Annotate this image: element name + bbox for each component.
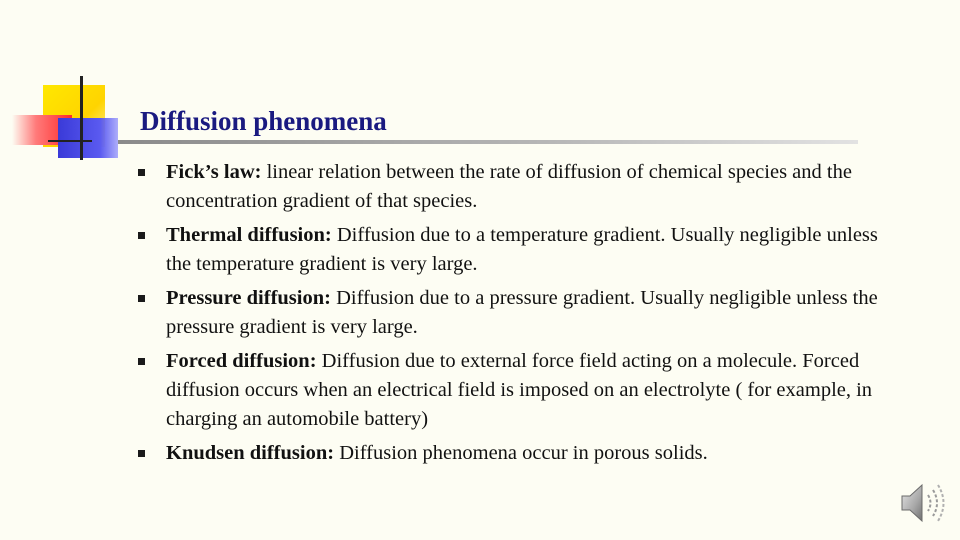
bullet-item-thermal-diffusion — [138, 221, 878, 279]
title-underline — [118, 140, 858, 144]
bullet-text: Diffusion phenomena occur in porous solids. — [334, 442, 708, 464]
bullet-item-knudsen-diffusion — [138, 439, 878, 468]
bullet-text: linear relation between the rate of diffusion of chemical species and the concentration gradient of that species. — [166, 161, 852, 212]
bullet-term: Pressure diffusion: — [166, 287, 331, 309]
speaker-icon[interactable] — [898, 480, 948, 526]
square-bullet-icon — [138, 358, 145, 365]
bullet-text: Diffusion due to a pressure gradient. Usually negligible unless the pressure gradient is very large. — [166, 287, 878, 338]
decor-vertical-line — [80, 76, 83, 160]
square-bullet-icon — [138, 295, 145, 302]
bullet-term: Knudsen diffusion: — [166, 442, 335, 464]
bullet-text: Diffusion due to a temperature gradient. Usually negligible unless the temperature gradient is very large. — [166, 224, 878, 275]
slide-title: Diffusion phenomena — [140, 106, 387, 136]
square-bullet-icon — [138, 450, 145, 457]
square-bullet-icon — [138, 169, 145, 176]
bullet-term: Thermal diffusion: — [166, 224, 332, 246]
bullet-term: Fick’s law: — [166, 161, 262, 183]
bullet-item-pressure-diffusion — [138, 284, 878, 342]
decor-blue-square — [58, 118, 118, 158]
bullet-text: Diffusion due to external force field acting on a molecule. Forced diffusion occurs when an electrical field is imposed on an electrolyte ( for example, in charging an automobile battery) — [166, 350, 873, 430]
bullet-term: Forced diffusion: — [166, 350, 317, 372]
bullet-item-forced-diffusion — [138, 347, 878, 434]
bullet-list — [138, 158, 878, 473]
bullet-item-ficks-law — [138, 158, 878, 216]
decor-horizontal-line — [48, 140, 92, 142]
square-bullet-icon — [138, 232, 145, 239]
